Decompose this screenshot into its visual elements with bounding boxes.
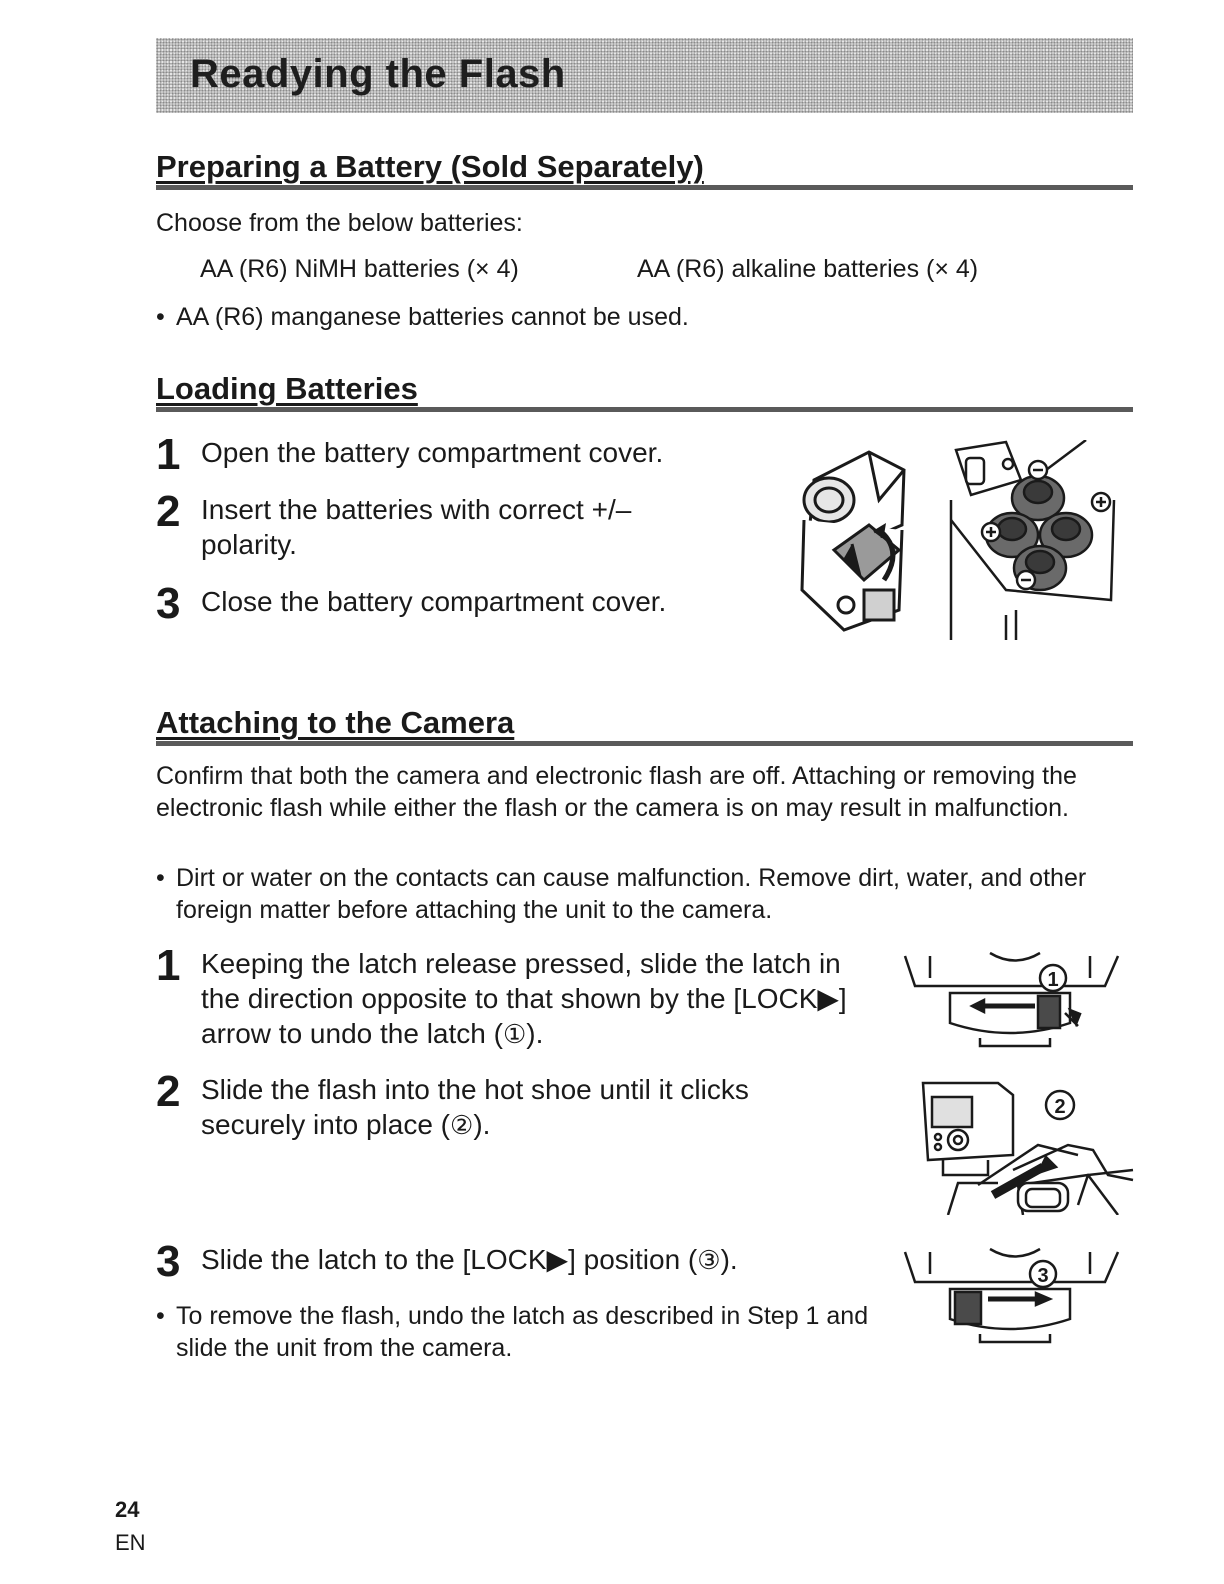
circled-number-2: ②	[450, 1110, 474, 1140]
step-text: Close the battery compartment cover.	[201, 586, 667, 617]
attaching-intro: Confirm that both the camera and electronic flash are off. Attaching or removing the electronic flash while either the flash or the camera is on may result in malfunction.	[156, 762, 1077, 822]
step-text-part: ] position (	[568, 1244, 698, 1275]
step-text	[201, 946, 851, 1052]
section-heading-loading-batteries	[156, 372, 1133, 412]
battery-option-alkaline: AA (R6) alkaline batteries (× 4)	[637, 255, 979, 283]
step-text-part: ).	[720, 1244, 738, 1275]
bullet-glyph: •	[156, 1302, 165, 1330]
battery-intro: Choose from the below batteries:	[156, 209, 523, 237]
circled-number-3: ③	[697, 1245, 721, 1275]
step-text	[201, 1072, 791, 1143]
step-text-part: ).	[526, 1018, 544, 1049]
bullet-glyph: •	[156, 303, 165, 331]
page-title: Readying the Flash	[190, 52, 566, 96]
step-number: 1	[156, 430, 181, 479]
step-text-part: ).	[473, 1109, 491, 1140]
remove-flash-note-text: To remove the flash, undo the latch as described in Step 1 and slide the unit from the camera.	[176, 1302, 869, 1362]
section-title: Preparing a Battery (Sold Separately)	[156, 149, 704, 184]
battery-option-nimh: AA (R6) NiMH batteries (× 4)	[200, 255, 519, 283]
step-text-part: Keeping the latch release pressed, slide the latch in the direction opposite to that shown by the [LOCK	[201, 948, 841, 1014]
step-number: 2	[156, 487, 181, 536]
page-number: 24	[115, 1497, 140, 1522]
circled-number-1: ①	[502, 1019, 527, 1049]
flash-battery-cover-illustration	[784, 440, 924, 640]
figure-marker-2: 2	[1054, 1096, 1066, 1118]
step-number: 3	[156, 579, 181, 628]
figure-marker-3: 3	[1037, 1265, 1049, 1287]
latch-lock-illustration	[900, 1244, 1125, 1344]
remove-flash-note	[156, 1300, 896, 1364]
step-text-part: ] arrow to undo the latch (	[201, 983, 847, 1049]
lock-arrow-icon: ▶	[817, 983, 839, 1014]
section-title: Attaching to the Camera	[156, 705, 515, 740]
step-text: Open the battery compartment cover.	[201, 437, 664, 468]
step-text-part: Slide the latch to the [LOCK	[201, 1244, 547, 1275]
section-heading-attaching	[156, 706, 1133, 746]
step-number: 1	[156, 941, 181, 990]
manganese-note	[156, 301, 1076, 333]
contacts-note-text: Dirt or water on the contacts can cause malfunction. Remove dirt, water, and other foreign matter before attaching the unit to the camera.	[176, 864, 1087, 924]
title-banner	[156, 38, 1133, 113]
manganese-note-text: AA (R6) manganese batteries cannot be used.	[176, 303, 689, 331]
battery-polarity-illustration	[946, 440, 1118, 640]
section-title: Loading Batteries	[156, 371, 418, 406]
step-number: 3	[156, 1237, 181, 1286]
contacts-note	[156, 862, 1136, 926]
step-text-part: Slide the flash into the hot shoe until it clicks securely into place (	[201, 1074, 749, 1140]
section-heading-preparing-battery	[156, 150, 1133, 190]
figure-marker-1: 1	[1047, 969, 1059, 991]
page-language: EN	[115, 1530, 146, 1555]
latch-undo-illustration	[900, 948, 1125, 1048]
hot-shoe-illustration	[918, 1075, 1134, 1215]
bullet-glyph: •	[156, 864, 165, 892]
step-text	[201, 1242, 851, 1278]
step-number: 2	[156, 1067, 181, 1116]
lock-arrow-icon: ▶	[546, 1244, 569, 1275]
step-text: Insert the batteries with correct +/– polarity.	[201, 494, 632, 560]
